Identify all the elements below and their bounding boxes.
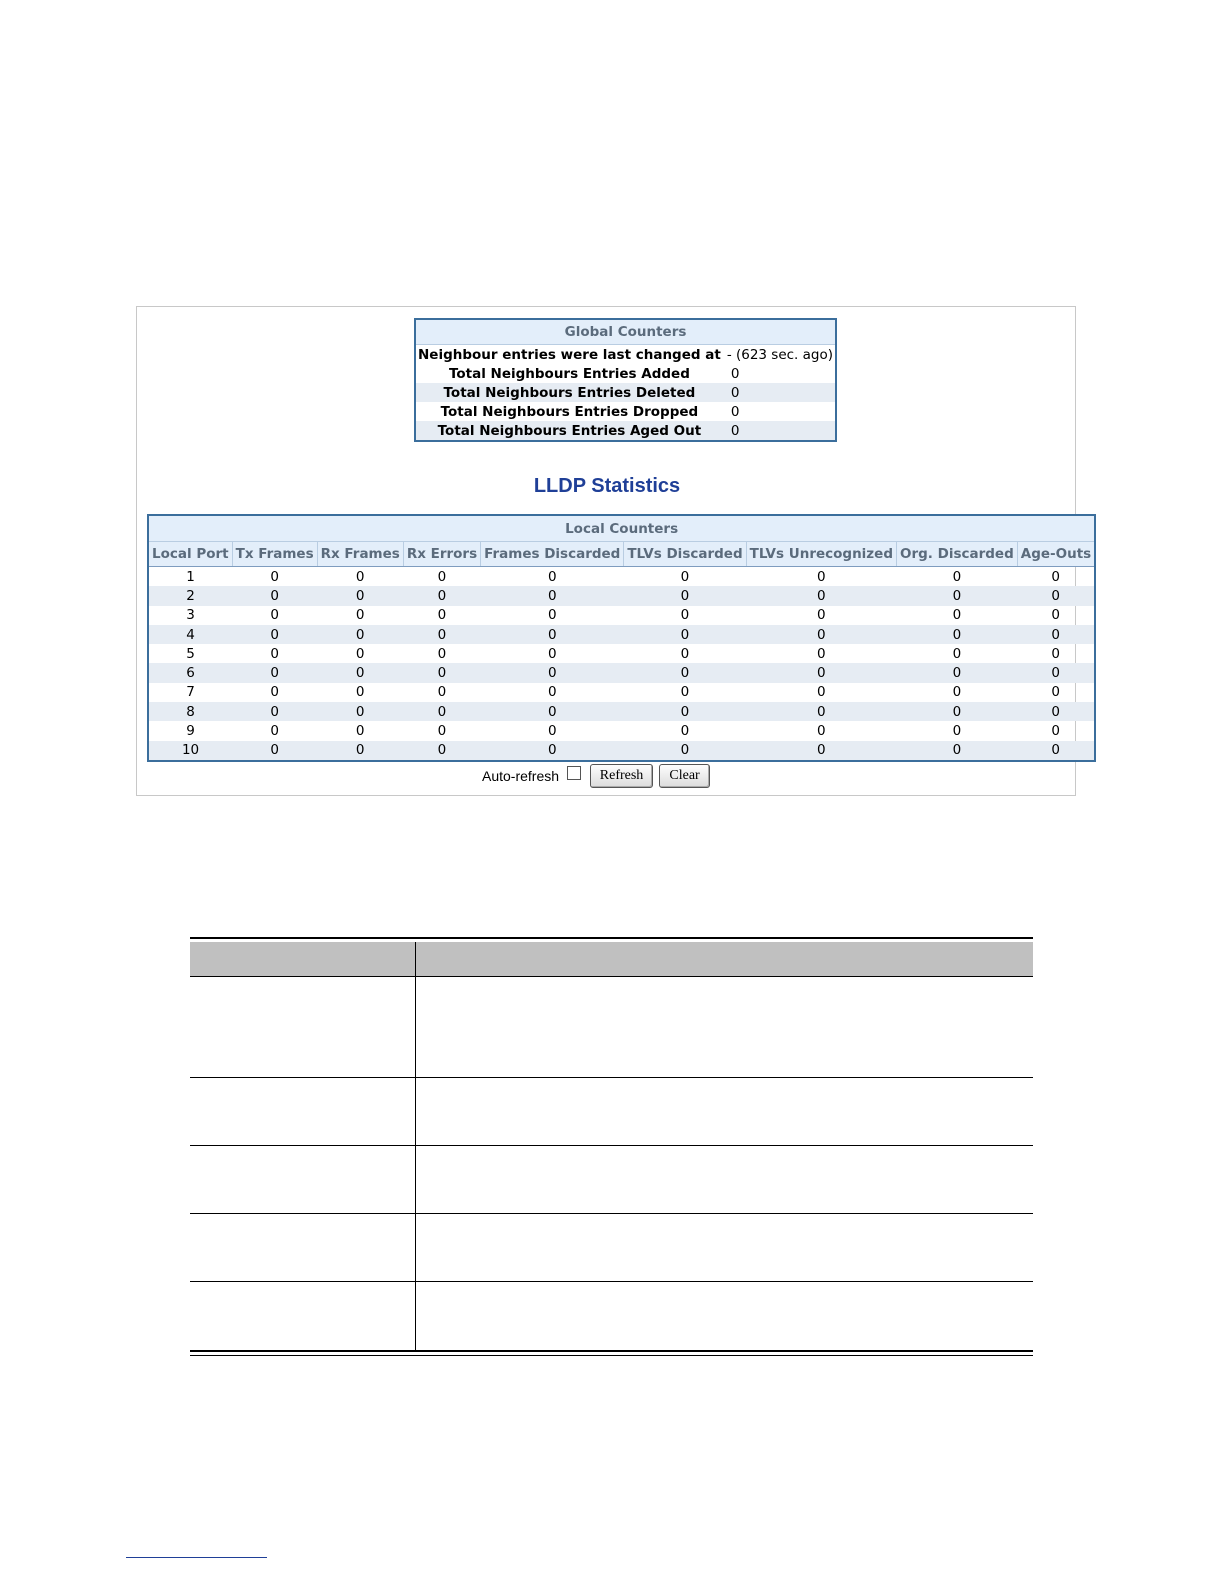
counter-cell: 0 [232, 625, 317, 644]
row-divider [190, 1077, 1033, 1078]
global-counter-value: - (623 sec. ago) [726, 346, 834, 363]
global-counter-value: 0 [730, 403, 740, 420]
global-counters-table [414, 318, 837, 442]
counter-cell: 0 [746, 663, 896, 682]
counter-cell: 0 [624, 702, 746, 721]
counter-cell: 0 [817, 723, 826, 740]
table-row [148, 683, 1095, 702]
counter-cell: 0 [270, 607, 279, 624]
counter-cell: 0 [1017, 586, 1095, 605]
global-counter-row [415, 421, 836, 441]
counter-cell: 0 [624, 586, 746, 605]
port-cell: 6 [148, 663, 232, 682]
counter-cell: 0 [547, 723, 557, 740]
column-header: TLVs Discarded [624, 542, 746, 567]
row-divider [190, 1145, 1033, 1146]
counter-cell: 0 [317, 586, 403, 605]
counter-cell: 0 [624, 625, 746, 644]
table-row [148, 702, 1095, 721]
global-counters-title: Global Counters [415, 319, 836, 345]
counter-cell: 0 [624, 663, 746, 682]
port-cell: 1 [186, 568, 195, 585]
auto-refresh-checkbox[interactable] [567, 766, 581, 780]
counter-cell: 0 [680, 723, 690, 740]
global-counter-label: Total Neighbours Entries Added [448, 365, 690, 382]
counter-cell: 0 [897, 663, 1018, 682]
counter-cell: 0 [403, 625, 480, 644]
local-counters-body [148, 567, 1095, 761]
counter-cell: 0 [952, 684, 962, 701]
description-table [190, 937, 1033, 1355]
table-row [148, 644, 1095, 663]
counter-cell: 0 [547, 607, 557, 624]
port-cell: 3 [186, 607, 195, 624]
counter-cell: 0 [1017, 625, 1095, 644]
column-header: TLVs Unrecognized [746, 542, 896, 567]
counter-cell: 0 [1051, 568, 1061, 585]
column-header: Tx Frames [232, 542, 317, 567]
port-cell: 4 [148, 625, 232, 644]
counter-cell: 0 [680, 645, 690, 662]
local-counters-table [147, 514, 1096, 762]
port-cell: 10 [148, 741, 232, 761]
table-bottom-rule [190, 1350, 1033, 1356]
counter-cell: 0 [624, 741, 746, 761]
counter-cell: 0 [680, 684, 690, 701]
port-cell: 8 [148, 702, 232, 721]
counter-cell: 0 [1017, 702, 1095, 721]
counter-cell: 0 [817, 645, 826, 662]
counter-cell: 0 [746, 741, 896, 761]
counter-cell: 0 [897, 625, 1018, 644]
row-divider [190, 1213, 1033, 1214]
counter-cell: 0 [403, 741, 480, 761]
counter-cell: 0 [1017, 663, 1095, 682]
counter-cell: 0 [746, 702, 896, 721]
counter-cell: 0 [232, 741, 317, 761]
counter-cell: 0 [481, 741, 624, 761]
table-row [148, 663, 1095, 682]
counter-cell: 0 [1051, 607, 1061, 624]
counter-cell: 0 [403, 663, 480, 682]
column-header: Age-Outs [1017, 542, 1095, 567]
column-divider [415, 942, 416, 1350]
row-divider [190, 976, 1033, 977]
counter-cell: 0 [817, 607, 826, 624]
counter-cell: 0 [481, 586, 624, 605]
refresh-button[interactable]: Refresh [590, 764, 653, 788]
counter-cell: 0 [355, 723, 365, 740]
counter-cell: 0 [232, 702, 317, 721]
global-counter-label: Neighbour entries were last changed at [418, 346, 721, 363]
counter-cell: 0 [481, 702, 624, 721]
port-cell: 7 [186, 684, 195, 701]
counter-cell: 0 [952, 723, 962, 740]
counter-cell: 0 [1051, 723, 1061, 740]
column-header: Local Port [148, 542, 232, 567]
counter-cell: 0 [952, 607, 962, 624]
counter-cell: 0 [1051, 645, 1061, 662]
table-row [148, 586, 1095, 605]
port-cell: 2 [148, 586, 232, 605]
counter-cell: 0 [355, 607, 365, 624]
global-counter-row [415, 345, 836, 365]
global-counter-value: 0 [723, 383, 836, 402]
counter-cell: 0 [437, 723, 447, 740]
global-counter-label: Total Neighbours Entries Deleted [415, 383, 723, 402]
counter-cell: 0 [680, 607, 690, 624]
counter-cell: 0 [547, 568, 557, 585]
counter-cell: 0 [817, 568, 826, 585]
column-header: Rx Errors [403, 542, 480, 567]
counter-cell: 0 [897, 586, 1018, 605]
counter-cell: 0 [1051, 684, 1061, 701]
counter-cell: 0 [437, 645, 447, 662]
counter-cell: 0 [437, 607, 447, 624]
counter-cell: 0 [355, 568, 365, 585]
table-row [148, 741, 1095, 761]
counter-cell: 0 [270, 723, 279, 740]
counter-cell: 0 [317, 663, 403, 682]
counter-cell: 0 [547, 645, 557, 662]
page-title: LLDP Statistics [533, 475, 681, 497]
local-counters-title: Local Counters [148, 515, 1095, 542]
counter-cell: 0 [355, 645, 365, 662]
table-header-row [190, 942, 1033, 976]
counter-cell: 0 [746, 625, 896, 644]
counter-cell: 0 [547, 684, 557, 701]
port-cell: 5 [186, 645, 195, 662]
screenshot-frame [136, 306, 1092, 796]
row-divider [190, 1281, 1033, 1282]
counter-cell: 0 [232, 586, 317, 605]
column-header: Rx Frames [317, 542, 403, 567]
global-counter-value: 0 [723, 421, 836, 441]
controls-bar [482, 763, 710, 789]
counter-cell: 0 [1017, 741, 1095, 761]
clear-button[interactable]: Clear [659, 764, 710, 788]
table-row [148, 625, 1095, 644]
column-header: Org. Discarded [897, 542, 1018, 567]
counter-cell: 0 [817, 684, 826, 701]
counter-cell: 0 [403, 702, 480, 721]
global-counter-row [415, 383, 836, 402]
counter-cell: 0 [437, 684, 447, 701]
column-header: Frames Discarded [481, 542, 624, 567]
local-counters-header-row [148, 542, 1095, 567]
counter-cell: 0 [317, 741, 403, 761]
counter-cell: 0 [952, 645, 962, 662]
counter-cell: 0 [481, 663, 624, 682]
counter-cell: 0 [437, 568, 447, 585]
global-counter-label: Total Neighbours Entries Dropped [440, 403, 699, 420]
counter-cell: 0 [481, 625, 624, 644]
counter-cell: 0 [952, 568, 962, 585]
counter-cell: 0 [897, 702, 1018, 721]
auto-refresh-label: Auto-refresh [482, 768, 560, 784]
counter-cell: 0 [317, 702, 403, 721]
counter-cell: 0 [317, 625, 403, 644]
global-counter-value: 0 [730, 365, 740, 382]
footer-rule [126, 1557, 267, 1558]
table-row [148, 721, 1095, 740]
table-row [148, 606, 1095, 625]
counter-cell: 0 [680, 568, 690, 585]
counter-cell: 0 [270, 645, 279, 662]
port-cell: 9 [186, 723, 195, 740]
table-row [148, 567, 1095, 587]
global-counter-label: Total Neighbours Entries Aged Out [415, 421, 723, 441]
counter-cell: 0 [232, 663, 317, 682]
counter-cell: 0 [746, 586, 896, 605]
global-counter-row [415, 364, 836, 383]
global-counter-row [415, 402, 836, 421]
counter-cell: 0 [355, 684, 365, 701]
counter-cell: 0 [270, 568, 279, 585]
counter-cell: 0 [270, 684, 279, 701]
counter-cell: 0 [897, 741, 1018, 761]
counter-cell: 0 [403, 586, 480, 605]
